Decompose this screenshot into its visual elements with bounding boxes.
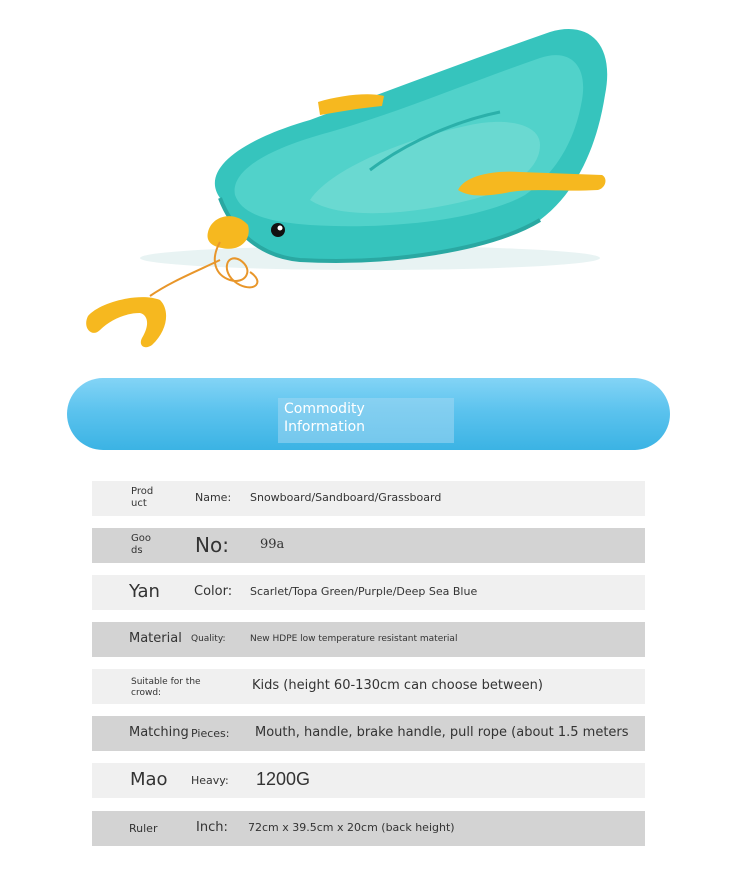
row-value: Kids (height 60-130cm can choose between) — [252, 678, 543, 693]
row-label-2: Heavy: — [191, 774, 229, 787]
pull-handle — [86, 297, 166, 347]
row-label-2: No: — [195, 533, 229, 557]
row-label-1b: crowd: — [131, 688, 162, 698]
row-label-1a: Goo — [131, 533, 151, 544]
row-label-1: Mao — [130, 769, 168, 790]
row-label-2: Quality: — [191, 634, 226, 644]
row-label-1b: uct — [131, 498, 147, 509]
row-goods-no — [92, 528, 645, 563]
row-label-1a: Suitable for the — [131, 677, 201, 687]
row-label-2: Inch: — [196, 820, 228, 835]
row-material — [92, 622, 645, 657]
row-matching-pieces — [92, 716, 645, 751]
row-label-1a: Prod — [131, 486, 154, 497]
row-label-2: Pieces: — [191, 727, 230, 740]
row-value: Mouth, handle, brake handle, pull rope (about 1.5 meters — [255, 725, 629, 740]
commodity-info-banner — [67, 378, 670, 450]
row-crowd — [92, 669, 645, 704]
banner-label-box — [278, 398, 454, 443]
banner-title — [284, 400, 434, 436]
banner-title-line1: Commodity — [284, 401, 365, 417]
row-value: New HDPE low temperature resistant material — [250, 634, 458, 644]
row-value: Snowboard/Sandboard/Grassboard — [250, 491, 442, 504]
row-label-1: Matching — [129, 725, 189, 740]
row-label-1 — [131, 486, 153, 510]
row-label-1: Material — [129, 631, 182, 646]
row-color — [92, 575, 645, 610]
row-value: 1200G — [256, 769, 311, 789]
row-label-1 — [131, 533, 151, 557]
product-image — [70, 20, 630, 360]
row-product-name — [92, 481, 645, 516]
row-label-2: Color: — [194, 584, 233, 599]
sled-beak — [208, 216, 249, 249]
row-value: Scarlet/Topa Green/Purple/Deep Sea Blue — [250, 585, 478, 598]
sled-eye — [271, 223, 285, 237]
row-label-1b: ds — [131, 545, 143, 556]
row-label-1: Ruler — [129, 822, 158, 835]
row-weight — [92, 763, 645, 798]
row-value: 72cm x 39.5cm x 20cm (back height) — [248, 821, 455, 834]
row-label-1 — [131, 677, 201, 699]
banner-title-line2: Information — [284, 419, 366, 435]
row-label-2: Name: — [195, 491, 232, 504]
row-label-1: Yan — [129, 581, 160, 602]
row-size — [92, 811, 645, 846]
row-value: 99a — [260, 537, 285, 552]
